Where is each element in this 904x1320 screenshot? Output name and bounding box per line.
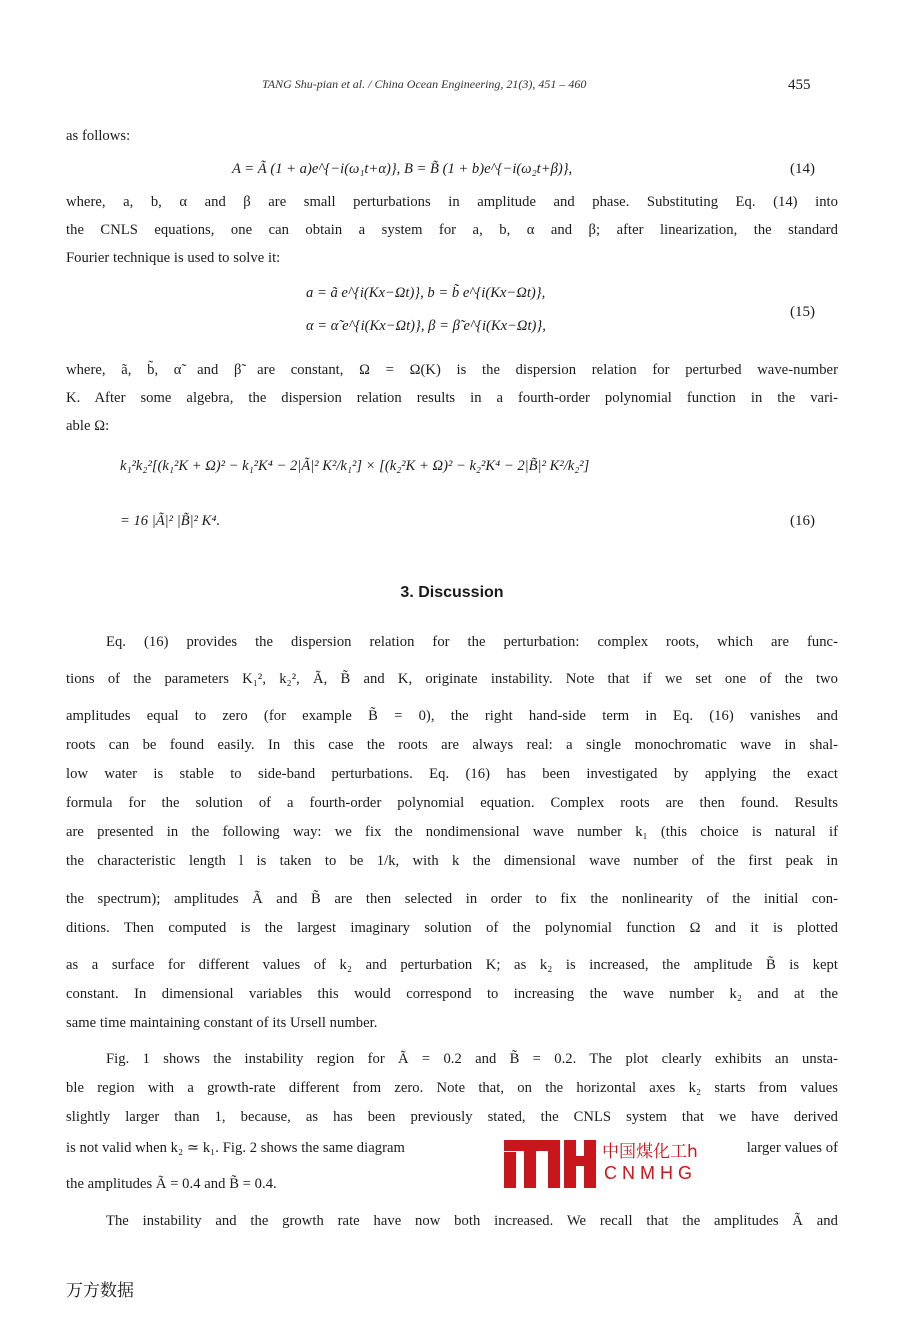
equation-14-number: (14) bbox=[790, 161, 815, 177]
paragraph-line: Eq. (16) provides the dispersion relation for the perturbation: complex roots, which are func- bbox=[106, 634, 838, 650]
paragraph-line: the amplitudes Ã = 0.4 and B̃ = 0.4. bbox=[66, 1176, 277, 1192]
paragraph-line: K. After some algebra, the dispersion relation results in a fourth-order polynomial function in the vari- bbox=[66, 390, 838, 406]
paragraph-line: Fourier technique is used to solve it: bbox=[66, 250, 281, 266]
paragraph-line-end: larger values of bbox=[746, 1140, 838, 1156]
watermark-logo-icon bbox=[502, 1134, 596, 1188]
paragraph-line: the spectrum); amplitudes Ã and B̃ are then selected in order to fix the nonlinearity of the initial con- bbox=[66, 891, 838, 907]
equation-15-line2: α = α̃ e^{i(Kx−Ωt)}, β = β̃ e^{i(Kx−Ωt)}, bbox=[306, 318, 546, 334]
paragraph-line: tions of the parameters K₁², k₂², Ã, B̃ and K, originate instability. Note that if we set one of the two bbox=[66, 671, 838, 687]
paragraph-line: The instability and the growth rate have now both increased. We recall that the amplitudes Ã and bbox=[106, 1213, 838, 1229]
equation-15-number: (15) bbox=[790, 304, 815, 320]
paragraph-line: slightly larger than 1, because, as has been previously stated, the CNLS system that we have derived bbox=[66, 1109, 838, 1125]
paragraph-line: formula for the solution of a fourth-order polynomial equation. Complex roots are then found. Results bbox=[66, 795, 838, 811]
paragraph-line: Fig. 1 shows the instability region for Ã = 0.2 and B̃ = 0.2. The plot clearly exhibits an unsta- bbox=[106, 1051, 838, 1067]
paragraph-line: constant. In dimensional variables this would correspond to increasing the wave number k₂ and at the bbox=[66, 986, 838, 1002]
paragraph-line: roots can be found easily. In this case the roots are always real: a single monochromatic wave in shal- bbox=[66, 737, 838, 753]
as-follows-text: as follows: bbox=[66, 128, 131, 144]
paragraph-line: same time maintaining constant of its Ursell number. bbox=[66, 1015, 378, 1031]
section-heading: 3. Discussion bbox=[400, 584, 504, 601]
equation-16-line1: k₁²k₂²[(k₁²K + Ω)² − k₁²K⁴ − 2|Ã|² K²/k₁²] × [(k₂²K + Ω)² − k₂²K⁴ − 2|B̃|² K²/k₂²] bbox=[120, 458, 590, 474]
equation-16-number: (16) bbox=[790, 513, 815, 529]
paragraph-line: where, a, b, α and β are small perturbations in amplitude and phase. Substituting Eq. (14) into bbox=[66, 194, 838, 210]
paragraph-line: are presented in the following way: we fix the nondimensional wave number k₁ (this choice is natural if bbox=[66, 824, 838, 840]
watermark-text: 中国煤化工h bbox=[602, 1142, 698, 1162]
equation-16-line2: = 16 |Ã|² |B̃|² K⁴. bbox=[120, 513, 221, 529]
footer-source: 万方数据 bbox=[66, 1281, 134, 1301]
running-header: TANG Shu-pian et al. / China Ocean Engineering, 21(3), 451 – 460 bbox=[262, 77, 587, 91]
page-number: 455 bbox=[788, 77, 811, 93]
paragraph-line: able Ω: bbox=[66, 418, 110, 434]
paragraph-line: low water is stable to side-band perturbations. Eq. (16) has been investigated by applying the exact bbox=[66, 766, 838, 782]
paragraph-line: as a surface for different values of k₂ and perturbation K; as k₂ is increased, the amplitude B̃ is kept bbox=[66, 957, 838, 973]
paragraph-line: is not valid when k₂ ≃ k₁. Fig. 2 shows the same diagram bbox=[66, 1140, 405, 1156]
watermark-text-latin: CNMHG bbox=[604, 1163, 697, 1183]
paragraph-line: the CNLS equations, one can obtain a system for a, b, α and β; after linearization, the standard bbox=[66, 222, 838, 238]
paragraph-line: the characteristic length l is taken to be 1/k, with k the dimensional wave number of the first peak in bbox=[66, 853, 838, 869]
equation-15-line1: a = ã e^{i(Kx−Ωt)}, b = b̃ e^{i(Kx−Ωt)}, bbox=[306, 285, 546, 301]
equation-14: A = Ã (1 + a)e^{−i(ω₁t+α)}, B = B̃ (1 + b)e^{−i(ω₂t+β)}, bbox=[232, 161, 573, 177]
paragraph-line: where, ã, b̃, α̃ and β̃ are constant, Ω = Ω(K) is the dispersion relation for perturbed wave-number bbox=[66, 362, 838, 378]
paragraph-line: ditions. Then computed is the largest imaginary solution of the polynomial function Ω and it is plotted bbox=[66, 920, 838, 936]
paragraph-line: ble region with a growth-rate different from zero. Note that, on the horizontal axes k₂ starts from values bbox=[66, 1080, 838, 1096]
paragraph-line: amplitudes equal to zero (for example B̃ = 0), the right hand-side term in Eq. (16) vanishes and bbox=[66, 708, 838, 724]
